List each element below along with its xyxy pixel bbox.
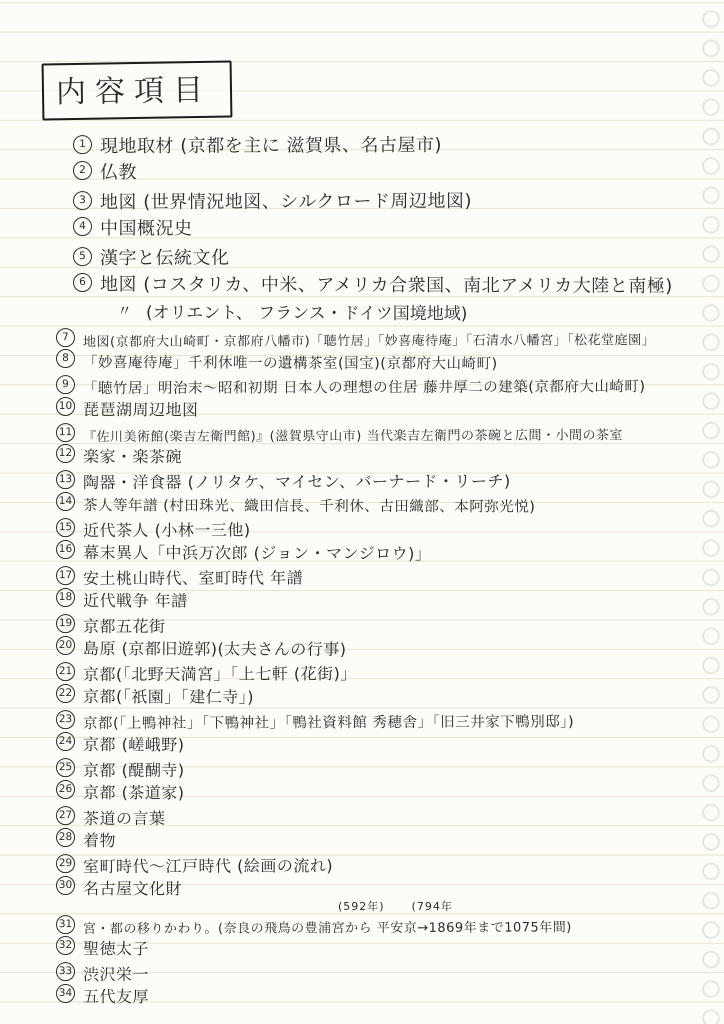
list-item (56, 852, 716, 876)
list-item (56, 612, 716, 636)
page-title-box (42, 61, 233, 121)
item-text: 茶道の言葉 (82, 808, 166, 829)
item-text: 京都(「北野天満宮」「上七軒 (花街)」 (82, 664, 357, 685)
list-item (56, 708, 716, 732)
item-number-circle: 31 (56, 915, 75, 934)
item-number-circle: 26 (56, 780, 75, 799)
list-item (56, 960, 716, 984)
item-text: 幕末異人「中浜万次郎 (ジョン・マンジロウ)」 (82, 543, 432, 564)
item-text: 「聴竹居」明治末〜昭和初期 日本人の理想の住居 藤井厚二の建築(京都府大山崎町) (82, 379, 646, 398)
item-text: 「妙喜庵待庵」千利休唯一の遺構茶室(国宝)(京都府大山崎町) (82, 355, 498, 373)
item-text: 楽家・楽茶碗 (82, 447, 183, 467)
item-text: 渋沢栄一 (82, 964, 150, 985)
list-item (56, 936, 716, 960)
list-item (56, 636, 716, 660)
item-number-circle: 22 (56, 684, 75, 703)
item-text: 京都(「上鴨神社」「下鴨神社」「鴨社資料館 秀穂舎」「旧三井家下鴨別邸」) (82, 714, 575, 733)
item-text: 現地取材 (京都を主に 滋賀県、名古屋市) (99, 134, 443, 158)
list-item (56, 516, 716, 540)
item-number-circle: 32 (56, 936, 75, 955)
item-text: 『佐川美術館(楽吉左衛門館)』(滋賀県守山市) 当代楽吉左衛門の茶碗と広間・小間の茶室 (82, 428, 623, 446)
item-text: 茶人等年譜 (村田珠光、織田信長、千利休、古田織部、本阿弥光悦) (82, 498, 536, 516)
item-number-circle: 14 (56, 492, 75, 511)
item-text: 聖徳太子 (82, 939, 150, 959)
item-text: 五代友厚 (82, 987, 150, 1007)
item-number-circle: 6 (73, 273, 92, 292)
list-item (56, 326, 716, 349)
item-number-circle: 2 (73, 161, 92, 180)
list-item (56, 444, 716, 468)
item-number-circle: 1 (73, 135, 92, 154)
list-item (56, 804, 716, 828)
list-item (56, 131, 716, 159)
item-number-circle: 30 (56, 876, 75, 895)
item-number-circle: 33 (56, 962, 75, 981)
item-number-circle: 9 (56, 375, 75, 394)
item-text: 京都 (嵯峨野) (82, 735, 185, 755)
item-number-circle: 5 (73, 247, 92, 266)
item-subtext: (オリエント、 フランス・ドイツ国境地域) (145, 303, 468, 325)
list-item (56, 373, 716, 397)
item-text: 近代茶人 (小林一三他) (82, 520, 251, 541)
item-text: 安土桃山時代、室町時代 年譜 (82, 568, 304, 589)
item-text: 近代戦争 年譜 (82, 591, 188, 611)
list-item (56, 984, 716, 1008)
item-number-circle: 15 (56, 518, 75, 537)
item-number-circle: 10 (56, 397, 75, 416)
item-text: 地図 (コスタリカ、中米、アメリカ合衆国、南北アメリカ大陸と南極) (99, 274, 673, 297)
item-text: 宮・都の移りかわり。(奈良の飛鳥の豊浦宮から 平安京→1869年まで1075年間) (82, 920, 572, 938)
item-text: 京都五花街 (82, 616, 166, 637)
list-item (56, 397, 716, 421)
item-number-circle: 11 (56, 423, 75, 442)
list-item (56, 215, 716, 243)
list-item (56, 243, 716, 271)
list-item (56, 756, 716, 780)
item-text: 中国概況史 (99, 218, 193, 240)
item-text: 島原 (京都旧遊郭)(太夫さんの行事) (82, 639, 347, 659)
item-number-circle: 7 (56, 328, 75, 347)
item-list (0, 131, 724, 1008)
list-item (56, 684, 716, 708)
list-item (56, 421, 716, 444)
list-item (56, 900, 716, 936)
item-number-circle: 27 (56, 806, 75, 825)
item-number-circle: 17 (56, 566, 75, 585)
list-item (56, 468, 716, 492)
list-item (56, 732, 716, 756)
list-item (56, 349, 716, 373)
item-text: 漢字と伝統文化 (99, 247, 230, 270)
item-text: 地図 (世界情況地図、シルクロード周辺地図) (99, 190, 473, 214)
item-number-circle: 21 (56, 662, 75, 681)
item-number-circle: 28 (56, 828, 75, 847)
item-number-circle: 12 (56, 444, 75, 463)
item-number-circle: 8 (56, 349, 75, 368)
item-annotation: (592年) (794年 (338, 900, 453, 913)
item-text: 仏教 (99, 162, 138, 184)
list-item (56, 564, 716, 588)
list-item (56, 271, 716, 326)
ditto-mark: 〃 (116, 302, 133, 321)
item-number-circle: 29 (56, 854, 75, 873)
item-number-circle: 19 (56, 614, 75, 633)
page-title: 内容項目 (55, 72, 213, 111)
list-item (56, 876, 716, 900)
item-text: 陶器・洋食器 (ノリタケ、マイセン、バーナード・リーチ) (82, 471, 511, 493)
item-text: 京都 (茶道家) (82, 783, 185, 803)
item-text: 地図(京都府大山崎町・京都府八幡市)「聴竹居」「妙喜庵待庵」「石清水八幡宮」「松花堂庭園」 (82, 333, 656, 351)
item-continuation-line (73, 298, 716, 327)
list-item (56, 159, 716, 187)
item-number-circle: 16 (56, 540, 75, 559)
list-item (56, 828, 716, 852)
item-number-circle: 20 (56, 636, 75, 655)
item-text: 京都 (醍醐寺) (82, 760, 185, 781)
item-text: 琵琶湖周辺地図 (82, 400, 199, 420)
list-item (56, 780, 716, 804)
item-number-circle: 25 (56, 758, 75, 777)
list-item (56, 540, 716, 564)
item-number-circle: 34 (56, 984, 75, 1003)
item-number-circle: 13 (56, 470, 75, 489)
item-text: 京都(「祇園」「建仁寺」) (82, 687, 255, 707)
item-number-circle: 4 (73, 217, 92, 236)
item-number-circle: 18 (56, 588, 75, 607)
item-text: 室町時代〜江戸時代 (絵画の流れ) (82, 856, 334, 877)
item-number-circle: 24 (56, 732, 75, 751)
item-number-circle: 23 (56, 710, 75, 729)
item-text: 名古屋文化財 (82, 879, 183, 899)
list-item (56, 187, 716, 215)
item-number-circle: 3 (73, 191, 92, 210)
list-item (56, 492, 716, 516)
item-text: 着物 (82, 831, 117, 851)
list-item (56, 660, 716, 684)
list-item (56, 588, 716, 612)
